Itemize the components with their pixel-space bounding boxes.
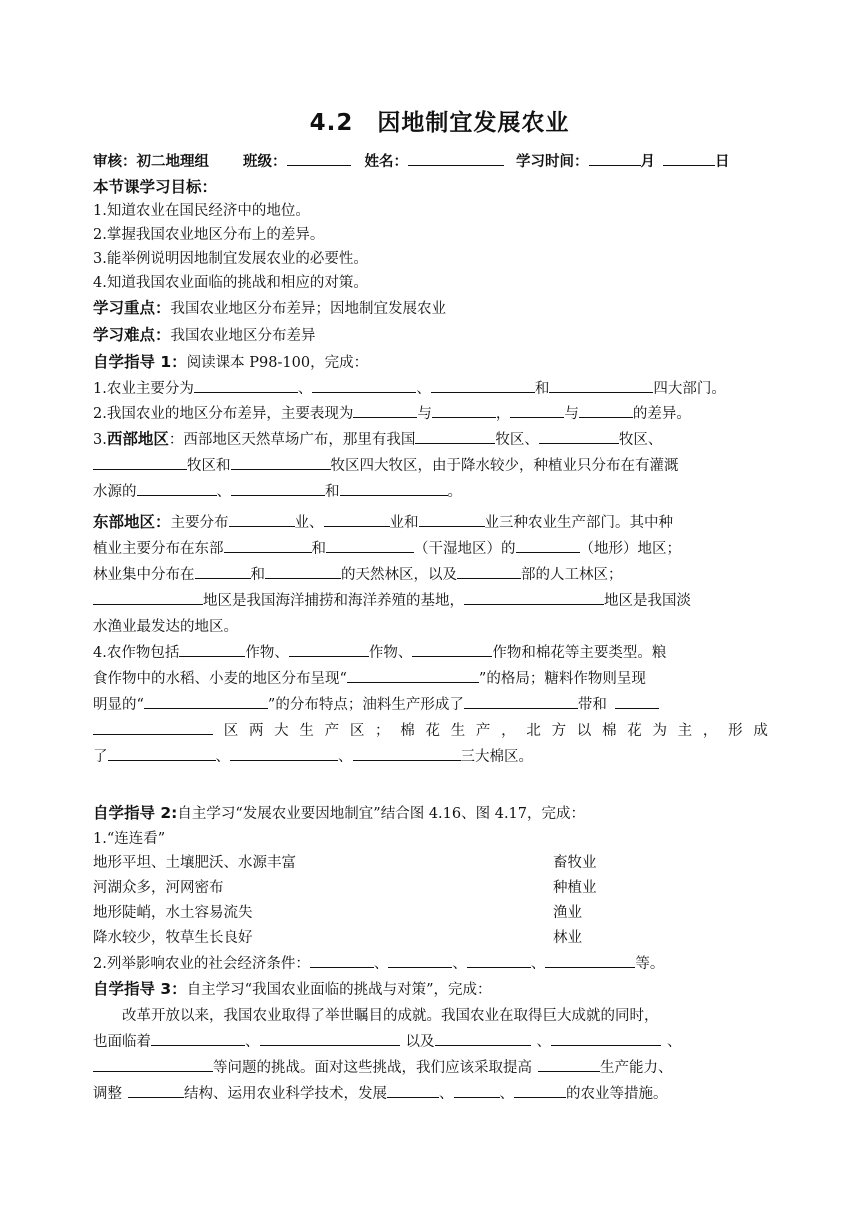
key-points-label: 学习重点： bbox=[93, 299, 171, 317]
guide2-q1: 1.“连连看” bbox=[93, 831, 166, 847]
east-label: 东部地区： bbox=[93, 513, 171, 531]
match-left-item[interactable]: 地形陡峭，水土容易流失 bbox=[93, 905, 253, 921]
difficulties-label: 学习难点： bbox=[93, 326, 171, 344]
match-right-item[interactable]: 种植业 bbox=[553, 880, 597, 896]
fill-blank[interactable] bbox=[516, 536, 580, 553]
name-field[interactable] bbox=[408, 149, 504, 166]
fill-blank[interactable] bbox=[388, 951, 452, 968]
worksheet bbox=[93, 100, 768, 1107]
difficulties-text: 我国农业地区分布差异 bbox=[170, 328, 316, 344]
guide1-q3-line3: 水源的 、 和 。 bbox=[93, 479, 768, 505]
fill-blank[interactable] bbox=[310, 951, 374, 968]
fill-blank[interactable] bbox=[539, 427, 619, 444]
objective-item: 2.掌握我国农业地区分布上的差异。 bbox=[93, 227, 325, 243]
guide1-heading-line bbox=[93, 349, 768, 376]
guide2-heading-line bbox=[93, 800, 768, 827]
guide1-q3-line1: 3.西部地区：西部地区天然草场广布，那里有我国 牧区、 牧区、 bbox=[93, 426, 768, 453]
guide1-q3-line2: 牧区和 牧区四大牧区，由于降水较少，种植业只分布在有灌溉 bbox=[93, 453, 768, 479]
fill-blank[interactable] bbox=[432, 401, 496, 418]
fill-blank[interactable] bbox=[415, 427, 495, 444]
fill-blank[interactable] bbox=[265, 562, 341, 579]
guide1-q2: 2.我国农业的地区分布差异，主要表现为 与 ， 与 的差异。 bbox=[93, 401, 768, 426]
guide3-p2: 也面临着 、 以及 、 、 bbox=[93, 1029, 768, 1055]
fill-blank[interactable] bbox=[615, 692, 659, 709]
objective-item: 1.知道农业在国民经济中的地位。 bbox=[93, 203, 310, 219]
fill-blank[interactable] bbox=[230, 744, 338, 761]
match-right-item[interactable]: 畜牧业 bbox=[553, 855, 597, 871]
fill-blank[interactable] bbox=[549, 376, 653, 393]
match-right-item[interactable]: 林业 bbox=[553, 930, 582, 946]
fill-blank[interactable] bbox=[93, 453, 187, 470]
fill-blank[interactable] bbox=[431, 376, 535, 393]
match-left-item[interactable]: 河湖众多，河网密布 bbox=[93, 880, 224, 896]
day-label: 日 bbox=[715, 154, 730, 170]
guide1-q4-line4: 区 两 大 生 产 区 ； 棉 花 生 产 ， 北 方 以 棉 花 为 主 ， 形 成 bbox=[93, 718, 768, 744]
objective-item: 4.知道我国农业面临的挑战和相应的对策。 bbox=[93, 275, 368, 291]
month-label: 月 bbox=[640, 154, 655, 170]
difficulties bbox=[93, 322, 768, 349]
fill-blank[interactable] bbox=[435, 1029, 531, 1046]
fill-blank[interactable] bbox=[194, 376, 298, 393]
fill-blank[interactable] bbox=[128, 1081, 184, 1098]
match-row[interactable] bbox=[93, 876, 768, 901]
fill-blank[interactable] bbox=[464, 692, 578, 709]
key-points-text: 我国农业地区分布差异；因地制宜发展农业 bbox=[170, 301, 447, 317]
fill-blank[interactable] bbox=[387, 1081, 439, 1098]
fill-blank[interactable] bbox=[545, 951, 635, 968]
fill-blank[interactable] bbox=[289, 640, 369, 657]
fill-blank[interactable] bbox=[312, 376, 416, 393]
match-row[interactable] bbox=[93, 926, 768, 951]
match-row[interactable] bbox=[93, 851, 768, 876]
fill-blank[interactable] bbox=[260, 1029, 400, 1046]
guide2-intro: 自主学习“发展农业要因地制宜”结合图 4.16、图 4.17，完成： bbox=[177, 806, 586, 822]
guide1-q4-line3: 明显的“ ”的分布特点；油料生产形成了 带和 bbox=[93, 692, 768, 718]
match-right-item[interactable]: 渔业 bbox=[553, 905, 582, 921]
key-points bbox=[93, 295, 768, 322]
guide3-p3: 等问题的挑战。面对这些挑战，我们应该采取提高 生产能力、 bbox=[93, 1055, 768, 1081]
fill-blank[interactable] bbox=[464, 588, 604, 605]
fill-blank[interactable] bbox=[144, 692, 268, 709]
fill-blank[interactable] bbox=[353, 401, 417, 418]
guide1-q4-line2: 食作物中的水稻、小麦的地区分布呈现“ ”的格局；糖料作物则呈现 bbox=[93, 666, 768, 692]
fill-blank[interactable] bbox=[108, 744, 216, 761]
fill-blank[interactable] bbox=[510, 401, 564, 418]
guide2-heading: 自学指导 2: bbox=[93, 804, 178, 822]
fill-blank[interactable] bbox=[224, 536, 312, 553]
fill-blank[interactable] bbox=[151, 1029, 245, 1046]
fill-blank[interactable] bbox=[457, 562, 521, 579]
guide3-heading-line bbox=[93, 976, 768, 1003]
fill-blank[interactable] bbox=[326, 536, 414, 553]
month-field[interactable] bbox=[589, 149, 641, 166]
guide3-intro: 自主学习“我国农业面临的挑战与对策”，完成： bbox=[186, 982, 492, 998]
east-line4: 地区是我国海洋捕捞和海洋养殖的基地， 地区是我国淡 bbox=[93, 588, 768, 614]
fill-blank[interactable] bbox=[412, 640, 492, 657]
guide3-heading: 自学指导 3： bbox=[93, 980, 187, 998]
fill-blank[interactable] bbox=[137, 479, 217, 496]
page-title: 4.2 因地制宜发展农业 bbox=[309, 110, 570, 136]
objectives-heading: 本节课学习目标： bbox=[93, 178, 218, 196]
name-label: 姓名： bbox=[364, 154, 408, 170]
east-line2: 植业主要分布在东部 和 （干湿地区）的 （地形）地区； bbox=[93, 536, 768, 562]
fill-blank[interactable] bbox=[93, 588, 203, 605]
fill-blank[interactable] bbox=[324, 510, 390, 527]
east-line5: 水渔业最发达的地区。 bbox=[93, 619, 238, 635]
day-field[interactable] bbox=[663, 149, 715, 166]
guide1-heading: 自学指导 1： bbox=[93, 353, 187, 371]
reviewer: 审核：初二地理组 bbox=[93, 154, 209, 170]
fill-blank[interactable] bbox=[179, 640, 245, 657]
guide1-q1: 1.农业主要分为 、 、 和 四大部门。 bbox=[93, 376, 768, 401]
west-label: 西部地区 bbox=[106, 430, 169, 448]
fill-blank[interactable] bbox=[579, 401, 633, 418]
fill-blank[interactable] bbox=[538, 1055, 600, 1072]
fill-blank[interactable] bbox=[93, 718, 213, 735]
guide1-q4-line5: 了 、 、 三大棉区。 bbox=[93, 744, 768, 770]
fill-blank[interactable] bbox=[454, 1081, 500, 1098]
match-row[interactable] bbox=[93, 901, 768, 926]
fill-blank[interactable] bbox=[514, 1081, 566, 1098]
fill-blank[interactable] bbox=[419, 510, 485, 527]
fill-blank[interactable] bbox=[340, 479, 448, 496]
fill-blank[interactable] bbox=[353, 744, 461, 761]
guide1-intro: 阅读课本 P98-100，完成： bbox=[186, 355, 369, 371]
fill-blank[interactable] bbox=[231, 479, 325, 496]
fill-blank[interactable] bbox=[467, 951, 531, 968]
guide1-q4-line1: 4.农作物包括 作物、 作物、 作物和棉花等主要类型。粮 bbox=[93, 640, 768, 666]
objective-item: 3.能举例说明因地制宜发展农业的必要性。 bbox=[93, 251, 368, 267]
fill-blank[interactable] bbox=[195, 562, 251, 579]
fill-blank[interactable] bbox=[347, 666, 479, 683]
guide2-q2: 2.列举影响农业的社会经济条件： 、 、 、 等。 bbox=[93, 951, 768, 976]
fill-blank[interactable] bbox=[551, 1029, 661, 1046]
fill-blank[interactable] bbox=[231, 453, 331, 470]
class-field[interactable] bbox=[287, 149, 351, 166]
guide3-p4: 调整 结构、运用农业科学技术，发展 、 、 的农业等措施。 bbox=[93, 1081, 768, 1107]
class-label: 班级： bbox=[243, 154, 287, 170]
fill-blank[interactable] bbox=[93, 1055, 213, 1072]
time-label: 学习时间： bbox=[516, 154, 589, 170]
header-info bbox=[93, 149, 768, 175]
east-line1: 东部地区：主要分布 业、 业和 业三种农业生产部门。其中种 bbox=[93, 509, 768, 536]
match-left-item[interactable]: 降水较少，牧草生长良好 bbox=[93, 930, 253, 946]
fill-blank[interactable] bbox=[229, 510, 295, 527]
east-line3: 林业集中分布在 和 的天然林区，以及 部的人工林区； bbox=[93, 562, 768, 588]
guide3-p1: 改革开放以来，我国农业取得了举世瞩目的成就。我国农业在取得巨大成就的同时， bbox=[122, 1008, 659, 1024]
match-left-item[interactable]: 地形平坦、土壤肥沃、水源丰富 bbox=[93, 855, 296, 871]
